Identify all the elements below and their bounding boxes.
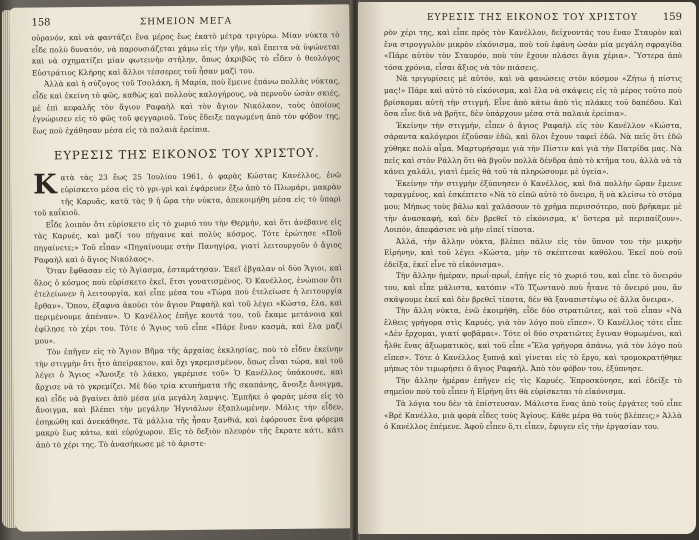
section-title: ΕΥΡΕΣΙΣ ΤΗΣ ΕΙΚΟΝΟΣ ΤΟΥ ΧΡΙΣΤΟΥ. <box>53 145 320 163</box>
paragraph: Ἀλλὰ καὶ ἡ σύζυγος τοῦ Τσολάκη, ἡ Μαρία, ποὺ ἔμεινε ἐπάνω πολλὰς νύκτας, εἶδε καὶ ἐκείνη τὸ φῶς, καθὼς καὶ πολλοὺς καλογήρους, νὰ περνοῦν ὡσὰν σκιές, μὲ ἐπὶ κεφαλῆς τὸν ἅγιον Ραφαὴλ καὶ τὸν ἅγιον Νικόλαον, τοὺς ὁποίους ἐγνώρισεν εἰς τὸ φῶς τοῦ φεγγαριοῦ. Τοὺς ἔδειξε παγωμένη ἀπὸ τὸν φόβον της, ἕως ποὺ ἐχάθησαν μέσα εἰς τὰ παλαιὰ ἐρείπια. <box>32 76 341 136</box>
paragraph: Ἐκείνην τὴν στιγμὴν ἐξύπνησεν ὁ Κανέλλος, καὶ διὰ πολλὴν ὥραν ἔμεινε ταραγμένος, καὶ ἐσκέπτετο «Νὰ τὸ εἰπῶ αὐτὸ τὸ ὄνειρο, ἢ νὰ κλείσω τὸ στόμα μου; Μήπως τοὺς βάλω καὶ χαλάσουν τὸ χρῆμα περισσότερο, ποὺ βρῆκαμε μὲ τὴν ἀνασκαφή, καὶ δὲν βρεθεῖ τὸ εἰκόνισμα, κ' ὕστερα μὲ περιπαίζουν». Λοιπόν, ἀπεφάσισε νὰ μὴν εἰπεῖ τίποτα. <box>384 178 682 235</box>
paragraph: Ἀλλά, τὴν ἄλλην νύκτα, βλέπει πάλιν εἰς τὸν ὕπνον του τὴν μικρὴν Εἰρήνην, καὶ τοῦ λέγει «Κώστα, μὴν τὸ σκέπτεσαι καθόλου. Ἐκεῖ ποὺ σοῦ ἐδείξα, ἐκεῖ εἶνε τὸ εἰκόνισμα». <box>384 236 682 269</box>
paragraph: Τὴν ἄλλην ἡμέραν ἐπῆγεν εἰς τὶς Καρυές. Ἐπροσκύνησε, καὶ ἐδείξε τὸ σημεῖον ποὺ τοῦ εἶπεν ἡ Εἰρήνη ὅτι θὰ εὑρίσκεται τὸ εἰκόνισμα. <box>384 375 682 397</box>
left-running-head: ΣΗΜΕΙΟΝ ΜΕΓΑ <box>139 16 233 28</box>
drop-cap: Κ <box>32 169 57 201</box>
right-running-head: ΕΥΡΕΣΙΣ ΤΗΣ ΕΙΚΟΝΟΣ ΤΟΥ ΧΡΙΣΤΟΥ <box>426 13 638 23</box>
paragraph: Τὸν ἐπῆγεν εἰς τὸ Ἅγιον Βῆμα τῆς ἀρχαίας ἐκκλησίας, ποὺ τὸ εἶδεν ἐκείνην τὴν στιγμὴν ὅτι ἦτο ἀπείρακτον, καὶ ὅχι γκρεμισμένον, ὅπως εἶναι τώρα, καὶ τοῦ λέγει ὁ Ἅγιος «Ἄνοιξε τὸ λάκκο, γκρέμισε τοῦ» Ὁ Κανέλλος ὑπάκουσε, καὶ ἄρχισε νὰ τὸ γκρεμίζει. Μὲ δύο τρία κτυπήματα τῆς σκαπάνης, ἄνοιξε ἄνοιγμα, καὶ εἶδε νὰ βγαίνει ἀπὸ μέσα μία μεγάλη λαμψις. Ἐμπῆκε ὁ φαρὰς μέσα εἰς τὸ ἄνοιγμα, καὶ βλέπει τὴν μεγάλην Ἠγνιάλων ἐξαπλωμένην. Μόλις τὴν εἶδεν, ἐσηκώθη καὶ ἀνεκάθησε. Τὰ μάλλια τῆς ἦσαν ξανθιά, καὶ ἐφόρουσε ἕνα φόρεμα μακρὺ ἕως κάτω, καὶ εὐρύχωρον. Εἰς τὸ δεξιὸν πλευρὸν τῆς ἔκρατε κάτι, κάτι ἀπὸ τὸ χέρι της. Τὸ ἀνασήκωσε μὲ τὸ ἀριστε- <box>34 344 344 450</box>
left-page <box>9 4 354 532</box>
paragraph: Ὅταν ἔφθασαν εἰς τὸ Ἁγίασμα, ἐσταμάτησαν. Ἐκεῖ ἐβγαλαν οἱ δύο Ἅγιοι, καὶ ὅλος ὁ κόσμος ποὺ εὑρίσκετο ἐκεῖ, ἔτσι γονατισμένος. Ὁ Κανέλλος, ἐνώπιον ὅτι ἐτελείωνεν ἡ λειτουργία, καὶ εἶπε μέσα του «Τώρα ποὺ ἐτελείωσε ἡ λειτουργία ἔρθαν». Ὅπου, ἐξαφνα ἀκούει τὸν ἅγιον Ραφαὴλ καὶ τοῦ λέγει «Κώστα, ἔλα, καὶ περιμένουμε ἀπέναν». Ὁ Κανέλλος ἐπῆγε κοντά του, τοῦ ἔκαμε μετάνοια καὶ ἐφίλησε τὸ χέρι του. Τότε ὁ Ἅγιος τοῦ εἶπε «Πάρε ἕναν κασμὰ, καὶ ἔλα μαζί μου». <box>34 263 343 346</box>
left-page-body <box>32 29 344 451</box>
paragraph: ρὸν χέρι της, καὶ εἶπε πρὸς τὸν Κανέλλον, δείχνοντάς του ἕναν Σταυρὸν καὶ ἕνα στρογγυλὸν μικρὸν εἰκόνισμα, ποὺ τοῦ ἐφάνη ὡσὰν μία μεγάλη σφραγίδα «Πάρε αὐτὸν τὸν Σταυρόν, ποὺ τὸν ἔχουν πλάσει ἄγια χέρια». Ὕστερα ἀπὸ τόσα χρόνια, εἶσαι ἄξιος νὰ τὸν πιάσεις. <box>384 28 682 72</box>
right-page-number: 159 <box>662 12 682 23</box>
right-page-header <box>384 12 682 23</box>
paragraph: Νὰ τριγυρίσεις μὲ αὐτόν, καὶ νὰ φανώσεις στὸν κόσμον «Ζήτω ἡ πίστις μας!» Πάρε καὶ αὐτὸ τὸ εἰκόνισμα, καὶ ἔλα νὰ σκάψεις εἰς τὸ μέρος τοῦτο ποὺ βρίσκομαι αὐτὴ τὴν στιγμή. Εἶνε ἀπὸ κάτω ἀπὸ τὶς πλάκες τοῦ δαπέδου. Καὶ ὅσα εἶνε διὰ νὰ βρῆτε, δὲν ὑπάρχουν μέσα στὰ παλαιὰ ἐρείπια». <box>384 74 682 119</box>
paragraph-text: ατὰ τὰς 23 ἕως 25 Ἰουλίου 1961, ὁ φαρὰς Κώστας Κανέλλος, ἐνῶ εὑρίσκετο μέσα εἰς τὸ γρι-γρὶ καὶ ἐψάρευεν ἔξω ἀπὸ τὸ Πλωμάρι, μακρὰν τῆς Καρυᾶς, κατὰ τὰς 9 ἡ ὥρα τὴν νύκτα, ἀπεκοιμήθη μέσα εἰς τὸ ὑπαρὶ τοῦ καΐκιοῦ. <box>33 170 342 218</box>
paragraph-with-dropcap <box>33 170 341 220</box>
paragraph: Τὴν ἄλλη νύκτα, ἐνῶ ἐκοιμήθη, εἶδε δύο στρατιῶτες, καὶ τοῦ εἶπαν «Νὰ ἔλθεις γρήγορα στὶς Καρυές, γιὰ τὸν λόγο ποὺ εἴπεσ». Ὁ Κανέλλος τότε εἶπε «Δὲν ἔρχομαι, γιατί φοβᾶμαι». Τότε οἱ δύο στρατιῶτες ἔγιναν θυμωμένοι, καὶ ἦλθε ἕνας ἀξιωματικὸς, καὶ τοῦ εἶπε «Ἔλα γρήγορα ἀπάνω, γιὰ τὸν λόγο ποὺ εἴπεσ». Τότε ὁ Κανέλλος ξυπνᾷ καὶ γίνεται εἰς τὸ ἔργο, καὶ τρομοκρατήθηκε μήπως τὸν τιμωρήσει ὁ ἅγιος Ραφαήλ. Ἀπὸ τὸν φόβον του, ἐξύπνησε. <box>384 306 682 374</box>
right-page <box>358 2 696 534</box>
right-page-body <box>384 27 682 433</box>
paragraph: Εἶδε λοιπὸν ὅτι εὑρίσκετο εἰς τὸ χωριό του τὴν Θερμήν, καὶ ὅτι ἀνέβαινε εἰς τὰς Καρυές, καὶ μαζί του πήγαινε καὶ πολὺς κόσμος. Τότε ἐρώτησε «Ποῦ πηγαίνετε;» Τοῦ εἶπαν «Πηγαίνουμε στὴν Πανηγίρα, γιατί λειτουργοῦν ὁ ἅγιος Ραφαὴλ καὶ ὁ ἅγιος Νικόλαος». <box>33 217 342 265</box>
paragraph: οὐρανόν, καὶ νὰ φαντάζει ἕνα μέρος ἕως ἑκατὸ μέτρα τριγύρω. Μίαν νύκτα τὸ εἶδε πολὺ δυνατόν, νὰ παρουσιάζεται χάμω εἰς τὴν γῆν, καὶ ἔπειτα νὰ ὑψώνεται καὶ νὰ σχηματίζει μίαν φωτεινὴν στήλην, ὅπως ἀκριβῶς τὸ εἶδεν ὁ θεολόγος Εὐστράτιος Κλήρης καὶ ἄλλοι τέσσερες τοῦ ἦσαν μαζί του. <box>31 30 340 78</box>
left-page-header <box>31 14 339 28</box>
paragraph: Ἐκείνην τὴν στιγμήν, εἶπεν ὁ ἅγιος Ραφαὴλ εἰς τὸν Κανέλλον «Κώστα, σάραντα καλόγεροι ἐζοῦσαν ἐδῶ, καὶ ὅλοι ἔχουν ταφεῖ ἐδῶ. Νὰ πεῖς ὅτι ἐδῶ χύθηκε πολὺ αἷμα. Μαρτυρήσαμε γιὰ τὴν Πίστιν καὶ γιὰ τὴν Πατρίδα μας. Νὰ πεῖς καὶ στὸν Ράλλη ὅτι θὰ βγοῦν πολλὰ δένδρα ἀπὸ τὸ κτῆμα του, ἀλλὰ νὰ τὰ κάνει χαλάλι, γιατὶ ἐμεῖς θὰ τοῦ τὰ πληρώσουμε μὲ ὑγεία». <box>384 120 682 177</box>
left-page-number: 158 <box>31 17 51 29</box>
paragraph: Τὰ λόγια του δὲν τὰ ἐπίστευσαν. Μάλιστα ἕνας ἀπὸ τοὺς ἐργάτες τοῦ εἶπε «Βρὲ Κανέλλο, μιὰ φορὰ εἶδες τοὺς Ἁγίους. Κάθε μέρα θὰ τοὺς βλέπεις;» Ἀλλὰ ὁ Κανέλλος ἐπέμενε. Ἀφοῦ εἶπεν ὅ,τι εἶπεν, ἔφυγεν εἰς τὴν ἐργασίαν του. <box>384 399 682 432</box>
paragraph: Τὴν ἄλλην ἡμέραν, πρωΐ-πρωΐ, ἐπῆγε εἰς τὸ χωριό του, καὶ εἶπε τὸ ὄνειρόν του, καὶ εἶπε μάλιστα, κατόπιν «Τὸ Τζωντανὸ ποὺ ἦτανε τὸ ὄνειρό μου, ἂν σκάψουμε ἐκεῖ καὶ δὲν βρεθεῖ τίποτα, δὲν θὰ ξαναπιστέψω σὲ ἄλλα ὄνειρα». <box>384 271 682 304</box>
